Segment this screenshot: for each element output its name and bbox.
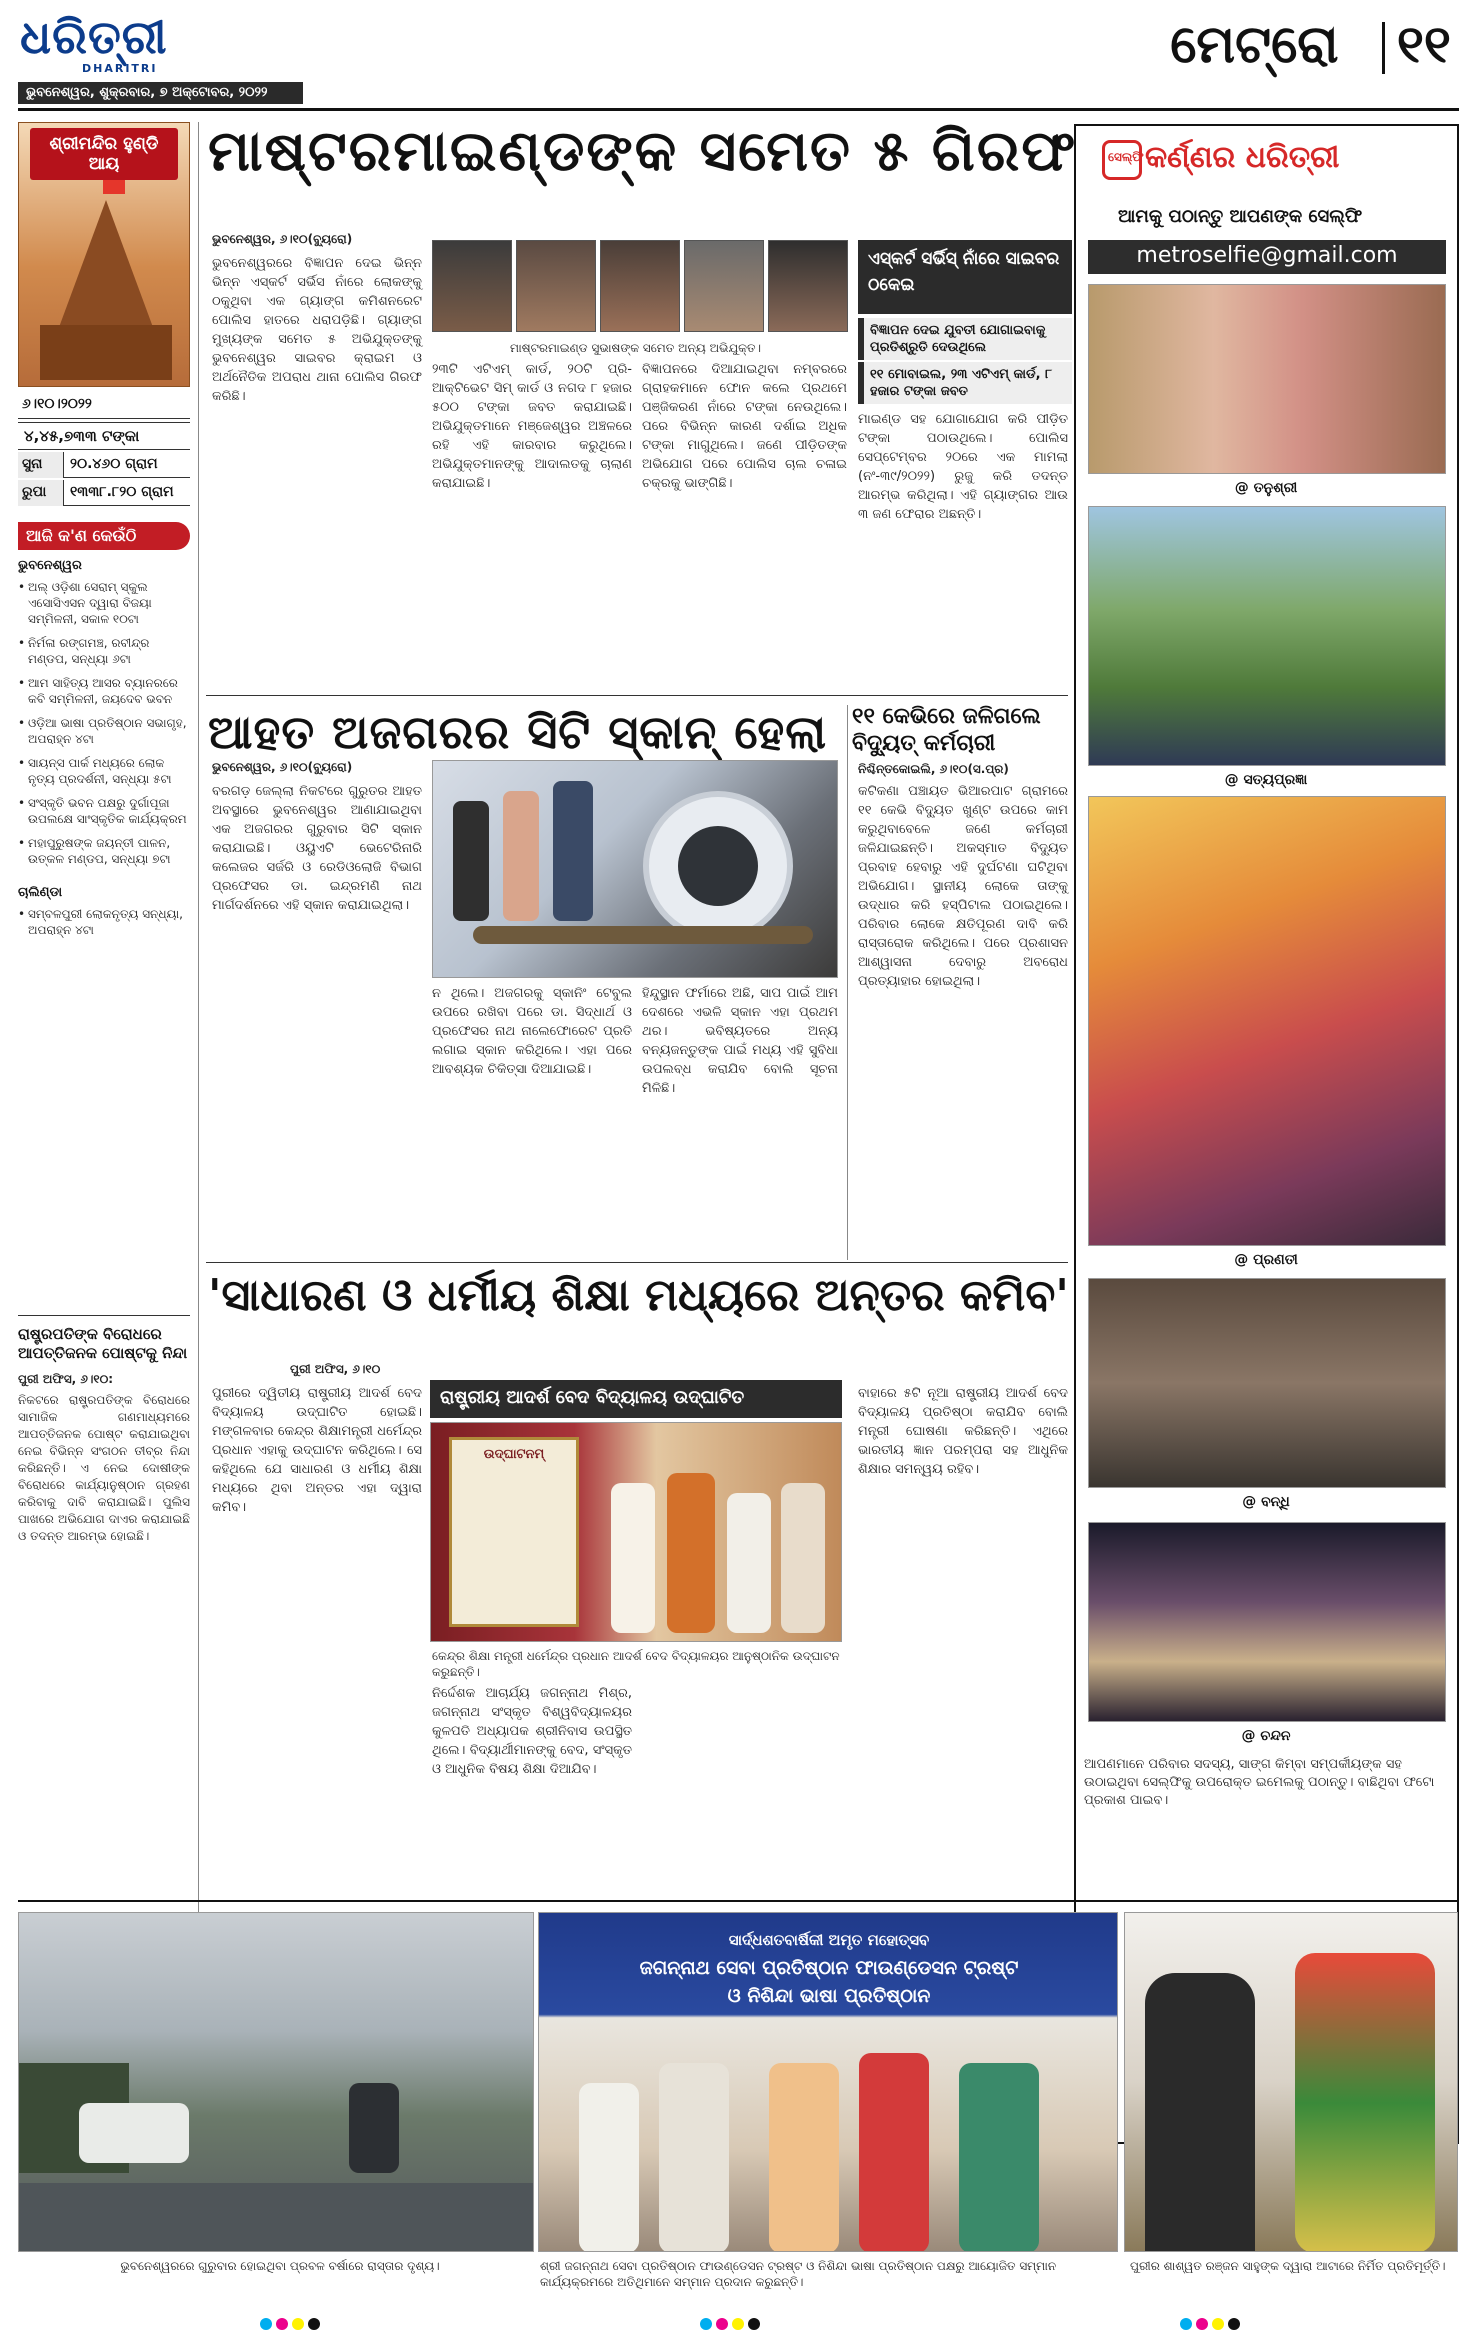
newspaper-logo: ଧରିତ୍ରୀ <box>20 10 168 64</box>
temple-silver-row <box>18 480 190 506</box>
event-city: ଚାଲିଣ୍ଡା <box>18 885 63 900</box>
selfie-corner-logo: କର୍ଣ୍ଣର ଧରିତ୍ରୀ <box>1145 140 1340 175</box>
event-item: • ଅଲ୍ ଓଡ଼ିଶା ସେରାମ୍ ସ୍କୁଲ ଏସୋସିଏସନ ଦ୍ୱାରା ବିଜୟା ସମ୍ମିଳନୀ, ସକାଳ ୧୦ଟା <box>18 579 190 627</box>
section-title <box>1170 14 1451 76</box>
selfie-note: ଆପଣମାନେ ପରିବାର ସଦସ୍ୟ, ସାଙ୍ଗ କିମ୍ବା ସମ୍ପର୍କୀୟଙ୍କ ସହ ଉଠାଇଥିବା ସେଲ୍‌ଫିକୁ ଉପରୋକ୍ତ ଇମେଲକୁ ପଠାନ୍ତୁ। ବାଛିଥିବା ଫଟୋ ପ୍ରକାଶ ପାଇବ। <box>1084 1757 1435 1808</box>
registration-mark <box>1196 2318 1208 2330</box>
page-number: ୧୧ <box>1396 14 1451 75</box>
selfie-caption: @ ତନୁଶ୍ରୀ <box>1234 480 1298 496</box>
gold-value: ୨୦.୪୬୦ ଗ୍ରାମ <box>70 456 158 472</box>
registration-mark <box>748 2318 760 2330</box>
section-separator <box>1382 22 1385 74</box>
accused-photo <box>600 240 680 332</box>
cyber-fraud-point: ବିଜ୍ଞାପନ ଦେଇ ଯୁବତୀ ଯୋଗାଇବାକୁ ପ୍ରତିଶ୍ରୁତି ଦେଉଥିଲେ <box>858 318 1072 360</box>
story3-dateline: ପୁରୀ ଅଫିସ, ୬।୧୦ <box>290 1362 381 1376</box>
story1-body-c: ବିଜ୍ଞାପନରେ ଦିଆଯାଇଥିବା ନମ୍ବରରେ ଗ୍ରାହକମାନେ ଫୋନ କଲେ ପ୍ରଥମେ ପଞ୍ଜିକରଣ ନାଁରେ ଟଙ୍କା ନେଉଥିଲେ। ପରେ ବିଭିନ୍ନ କାରଣ ଦର୍ଶାଇ ଅଧିକ ଟଙ୍କା ମାଗୁଥିଲେ। ଜଣେ ପୀଡ଼ିତଙ୍କ ଅଭିଯୋଗ ପରେ ପୋଲିସ ଚାଲ ଚଳାଇ ଚକ୍ରକୁ ଭାଙ୍ଗିଛି। <box>642 362 847 491</box>
accused-photo <box>684 240 764 332</box>
column-rule <box>847 705 848 1260</box>
event-item: • ସଂସ୍କୃତି ଭବନ ପକ୍ଷରୁ ଦୁର୍ଗାପୂଜା ଉପଲକ୍ଷେ ସାଂସ୍କୃତିକ କାର୍ଯ୍ୟକ୍ରମ <box>18 795 190 827</box>
selfie-photo <box>1088 284 1446 474</box>
story1-body-d: ମାଇଣ୍ଡ ସହ ଯୋଗାଯୋଗ କରି ପୀଡ଼ିତ ଟଙ୍କା ପଠାଉଥିଲେ। ପୋଲିସ ସେପ୍ଟେମ୍ବର ୨୦ରେ ଏକ ମାମଲା (ନଂ-୩୯/୨୦୨୨) ରୁଜୁ କରି ତଦନ୍ତ ଆରମ୍ଭ କରିଥିଲା। ଏହି ଗ୍ୟାଙ୍ଗର ଆଉ ୩ ଜଣ ଫେରାର ଅଛନ୍ତି। <box>858 412 1068 522</box>
story3-photo-heading: ରାଷ୍ଟ୍ରୀୟ ଆଦର୍ଶ ବେଦ ବିଦ୍ୟାଳୟ ଉଦ୍‌ଘାଟିତ <box>430 1380 842 1418</box>
column-rule <box>198 122 199 2150</box>
event-item: • ସାୟନ୍ସ ପାର୍କ ମଧ୍ୟରେ ଲୋକ ନୃତ୍ୟ ପ୍ରଦର୍ଶନୀ, ସନ୍ଧ୍ୟା ୫ଟା <box>18 755 190 787</box>
accused-photo <box>768 240 848 332</box>
story1-photo-caption: ମାଷ୍ଟରମାଇଣ୍ଡ ସୁଭାଷଙ୍କ ସମେତ ଅନ୍ୟ ଅଭିଯୁକ୍ତ। <box>510 341 761 355</box>
side-story-dateline: ପୁରୀ ଅଫିସ, ୬।୧୦: <box>18 1372 114 1386</box>
story3-body-c: ବାହାରେ ୫ଟି ନୂଆ ରାଷ୍ଟ୍ରୀୟ ଆଦର୍ଶ ବେଦ ବିଦ୍ୟାଳୟ ପ୍ରତିଷ୍ଠା କରାଯିବ ବୋଲି ମନ୍ତ୍ରୀ ଘୋଷଣା କରିଛନ୍ତି। ଏଥିରେ ଭାରତୀୟ ଜ୍ଞାନ ପରମ୍ପରା ସହ ଆଧୁନିକ ଶିକ୍ଷାର ସମନ୍ୱୟ ରହିବ। <box>858 1386 1068 1477</box>
selfie-caption: @ ବନ୍ଧି <box>1242 1494 1290 1510</box>
story3-headline: 'ସାଧାରଣ ଓ ଧର୍ମୀୟ ଶିକ୍ଷା ମଧ୍ୟରେ ଅନ୍ତର କମିବ' <box>208 1270 1069 1321</box>
temple-spire-shape <box>58 200 154 330</box>
story2-headline: ଆହତ ଅଜଗରର ସିଟି ସ୍କାନ୍ ହେଲା <box>208 705 828 759</box>
divider <box>206 695 1068 696</box>
selfie-email: metroselfie@gmail.com <box>1088 240 1446 274</box>
gold-label: ସୁନା <box>18 452 64 478</box>
story1-body-a: ଭୁବନେଶ୍ୱରରେ ବିଜ୍ଞାପନ ଦେଇ ଭିନ୍ନ ଭିନ୍ନ ଏସ୍କର୍ଟ ସର୍ଭିସ ନାଁରେ ଲୋକଙ୍କୁ ଠକୁଥିବା ଏକ ଗ୍ୟାଙ୍ଗ କମିଶନରେଟ ପୋଲିସ ହାତରେ ଧରାପଡ଼ିଛି। ଗ୍ୟାଙ୍ଗ ମୁଖ୍ୟଙ୍କ ସମେତ ୫ ଅଭିଯୁକ୍ତଙ୍କୁ ଭୁବନେଶ୍ୱର ସାଇବର କ୍ରାଇମ ଓ ଅର୍ଥନୈତିକ ଅପରାଧ ଥାନା ପୋଲିସ ଗିରଫ କରିଛି। <box>212 256 422 404</box>
story1-dateline: ଭୁବନେଶ୍ୱର, ୬।୧୦(ବ୍ୟୁରୋ) <box>212 232 353 246</box>
event-item: • ସମ୍ବଳପୁରୀ ଲୋକନୃତ୍ୟ ସନ୍ଧ୍ୟା, ଅପରାହ୍ନ ୪ଟା <box>18 906 190 938</box>
story3-body-b: ନିର୍ଦ୍ଦେଶକ ଆଚାର୍ଯ୍ୟ ଜଗନ୍ନାଥ ମିଶ୍ର, ଜଗନ୍ନାଥ ସଂସ୍କୃତ ବିଶ୍ୱବିଦ୍ୟାଳୟର କୁଳପତି ଅଧ୍ୟାପକ ଶ୍ରୀନିବାସ ଉପସ୍ଥିତ ଥିଲେ। ବିଦ୍ୟାର୍ଥୀମାନଙ୍କୁ ବେଦ, ସଂସ୍କୃତ ଓ ଆଧୁନିକ ବିଷୟ ଶିକ୍ଷା ଦିଆଯିବ। <box>432 1686 632 1777</box>
side-story-headline: ରାଷ୍ଟ୍ରପତିଙ୍କ ବିରୋଧରେ ଆପତ୍ତିଜନକ ପୋଷ୍ଟକୁ ନିନ୍ଦା <box>18 1325 188 1362</box>
registration-mark <box>700 2318 712 2330</box>
registration-mark <box>1228 2318 1240 2330</box>
registration-mark <box>732 2318 744 2330</box>
sculpture-photo-caption: ପୁରୀର ଶାଶ୍ୱତ ରଞ୍ଜନ ସାହୁଙ୍କ ଦ୍ୱାରା ଆଟାରେ ନିର୍ମିତ ପ୍ରତିମୂର୍ତ୍ତି। <box>1130 2259 1446 2273</box>
selfie-logo-prefix: ସେଲ୍ଫି <box>1108 150 1144 164</box>
selfie-photo <box>1088 506 1446 766</box>
today-events-list <box>18 558 190 938</box>
banner-line: ଓ ନିଶିନ୍ଦା ଭାଷା ପ୍ରତିଷ୍ଠାନ <box>727 1985 931 2007</box>
felicitation-event-photo <box>538 1912 1118 2252</box>
divider <box>206 1262 1068 1263</box>
registration-mark <box>260 2318 272 2330</box>
silver-label: ରୁପା <box>18 480 64 506</box>
banner-line: ସାର୍ଦ୍ଧଶତବାର୍ଷିକୀ ଅମୃତ ମହୋତ୍ସବ <box>728 1931 930 1949</box>
python-ct-scan-photo <box>432 760 838 978</box>
selfie-caption: @ ଚନ୍ଦନ <box>1241 1728 1291 1744</box>
cyber-fraud-box-title: ଏସ୍କର୍ଟ ସର୍ଭିସ୍ ନାଁରେ ସାଇବର ଠକେଇ <box>858 240 1072 314</box>
banner-line: ଜଗନ୍ନାଥ ସେବା ପ୍ରତିଷ୍ଠାନ ଫାଉଣ୍ଡେସନ ଟ୍ରଷ୍ଟ <box>639 1957 1019 1979</box>
event-item: • ଓଡ଼ିଆ ଭାଷା ପ୍ରତିଷ୍ଠାନ ସଭାଗୃହ, ଅପରାହ୍ନ ୪ଟା <box>18 715 190 747</box>
today-events-title: ଆଜି କ'ଣ କେଉଁଠି <box>18 522 190 550</box>
selfie-caption: @ ପ୍ରଣତୀ <box>1234 1252 1298 1268</box>
selfie-photo <box>1088 1278 1446 1488</box>
story3-body-a: ପୁରୀରେ ଦ୍ୱିତୀୟ ରାଷ୍ଟ୍ରୀୟ ଆଦର୍ଶ ବେଦ ବିଦ୍ୟାଳୟ ଉଦ୍‌ଘାଟିତ ହୋଇଛି। ମଙ୍ଗଳବାର କେନ୍ଦ୍ର ଶିକ୍ଷାମନ୍ତ୍ରୀ ଧର୍ମେନ୍ଦ୍ର ପ୍ରଧାନ ଏହାକୁ ଉଦ୍‌ଘାଟନ କରିଥିଲେ। ସେ କହିଥିଲେ ଯେ ସାଧାରଣ ଓ ଧର୍ମୀୟ ଶିକ୍ଷା ମଧ୍ୟରେ ଥିବା ଅନ୍ତର ଏହା ଦ୍ୱାରା କମିବ। <box>212 1386 422 1515</box>
temple-income-date: ୬।୧୦।୨୦୨୨ <box>18 390 190 419</box>
masthead-rule <box>18 108 1459 111</box>
story2-dateline: ଭୁବନେଶ୍ୱର, ୬।୧୦(ବ୍ୟୁରୋ) <box>212 760 353 774</box>
silver-value: ୧୩୩୮.୮୨୦ ଗ୍ରାମ <box>70 484 174 500</box>
selfie-caption: @ ସତ୍ୟପ୍ରଜ୍ଞା <box>1224 772 1308 788</box>
registration-mark <box>276 2318 288 2330</box>
event-item: • ଆମ ସାହିତ୍ୟ ଆସର ବ୍ୟାନରରେ କବି ସମ୍ମିଳନୀ, ଜୟଦେବ ଭବନ <box>18 675 190 707</box>
bottom-rule <box>18 1900 1459 1902</box>
registration-mark <box>308 2318 320 2330</box>
story1-body-b: ୨୩ଟି ଏଟିଏମ୍ କାର୍ଡ, ୨୦ଟି ପ୍ରି-ଆକ୍ଟିଭେଟ ସିମ୍ କାର୍ଡ ଓ ନଗଦ ୮ ହଜାର ୫୦୦ ଟଙ୍କା ଜବତ କରାଯାଇଛି। ଅଭିଯୁକ୍ତମାନେ ମଞ୍ଜେଶ୍ୱର ଅଞ୍ଚଳରେ ରହି ଏହି କାରବାର କରୁଥିଲେ। ଅଭିଯୁକ୍ତମାନଙ୍କୁ ଆଦାଲତକୁ ଚାଲାଣ କରାଯାଇଛି। <box>432 362 632 491</box>
accused-photo <box>432 240 512 332</box>
story2-side-headline: ୧୧ କେଭିରେ ଜଳିଗଲେ ବିଦ୍ୟୁତ୍ କର୍ମଚାରୀ <box>852 703 1041 756</box>
veda-school-inauguration-photo <box>430 1422 842 1642</box>
temple-income-title: ଶ୍ରୀମନ୍ଦିର ହୁଣ୍ଡି ଆୟ <box>30 128 178 180</box>
temple-cash: ୪,୪୫,୭୩୩ ଟଙ୍କା <box>18 422 190 450</box>
accused-photo <box>516 240 596 332</box>
registration-mark <box>716 2318 728 2330</box>
temple-gold-row <box>18 452 190 478</box>
plaque-title: ଉଦ୍‌ଘାଟନମ୍ <box>483 1447 545 1462</box>
story1-headline: ମାଷ୍ଟରମାଇଣ୍ଡଙ୍କ ସମେତ ୫ ଗିରଫ <box>208 118 1078 184</box>
rain-photo-caption: ଭୁବନେଶ୍ୱରରେ ଗୁରୁବାର ହୋଇଥିବା ପ୍ରବଳ ବର୍ଷାରେ ରାସ୍ତାର ଦୃଶ୍ୟ। <box>120 2259 440 2273</box>
event-item: • ନିର୍ମଳା ରଙ୍ଗମଞ୍ଚ, ରବୀନ୍ଦ୍ର ମଣ୍ଡପ, ସନ୍ଧ୍ୟା ୬ଟା <box>18 635 190 667</box>
story2-body-b: ନ ଥିଲେ। ଅଜଗରକୁ ସ୍କାନିଂ ଟେବୁଲ ଉପରେ ରଖିବା ପରେ ଡା. ସିଦ୍ଧାର୍ଥ ଓ ପ୍ରଫେସର ନାଥ ନାଲେଫୋରେଟ ପ୍ରତି ଲଗାଇ ସ୍କାନ କରିଥିଲେ। ଏହା ପରେ ଆବଶ୍ୟକ ଚିକିତ୍ସା ଦିଆଯାଇଛି। <box>432 986 632 1077</box>
story2-body-a: ବରଗଡ଼ ଜେଲ୍ଲା ନିକଟରେ ଗୁରୁତର ଆହତ ଅବସ୍ଥାରେ ଭୁବନେଶ୍ୱର ଆଣାଯାଇଥିବା ଏକ ଅଜଗରର ଗୁରୁବାର ସିଟି ସ୍କାନ କରାଯାଇଛି। ଓୟୁଏଟି ଭେଟେରିନାରି କଲେଜର ସର୍ଜରି ଓ ରେଡିଓଲୋଜି ବିଭାଗ ପ୍ରଫେସର ଡା. ଇନ୍ଦ୍ରମଣି ନାଥ ମାର୍ଗଦର୍ଶନରେ ଏହି ସ୍କାନ କରାଯାଇଥିଲା। <box>212 784 422 913</box>
story2-side-dateline: ନିଶ୍ଚିନ୍ତକୋଇଲି, ୬।୧୦(ସ.ପ୍ର) <box>858 762 1009 776</box>
divider <box>18 1315 190 1316</box>
story3-photo-caption: କେନ୍ଦ୍ର ଶିକ୍ଷା ମନ୍ତ୍ରୀ ଧର୍ମେନ୍ଦ୍ର ପ୍ରଧାନ ଆଦର୍ଶ ବେଦ ବିଦ୍ୟାଳୟର ଆନୁଷ୍ଠାନିକ ଉଦ୍‌ଘାଟନ କରୁଛନ୍ତି। <box>432 1649 840 1679</box>
registration-mark <box>1180 2318 1192 2330</box>
temple-flag-shape <box>103 180 125 194</box>
side-story-body: ନିକଟରେ ରାଷ୍ଟ୍ରପତିଙ୍କ ବିରୋଧରେ ସାମାଜିକ ଗଣମାଧ୍ୟମରେ ଆପତ୍ତିଜନକ ପୋଷ୍ଟ କରାଯାଇଥିବା ନେଇ ବିଭିନ୍ନ ସଂଗଠନ ତୀବ୍ର ନିନ୍ଦା କରିଛନ୍ତି। ଏ ନେଇ ଦୋଷୀଙ୍କ ବିରୋଧରେ କାର୍ଯ୍ୟାନୁଷ୍ଠାନ ଗ୍ରହଣ କରିବାକୁ ଦାବି କରାଯାଇଛି। ପୁଲିସ ପାଖରେ ଅଭିଯୋଗ ଦାଏର କରାଯାଇଛି ଓ ତଦନ୍ତ ଆରମ୍ଭ ହୋଇଛି। <box>18 1393 190 1543</box>
event-item: • ମହାପୁରୁଷଙ୍କ ଜୟନ୍ତୀ ପାଳନ, ଉତ୍କଳ ମଣ୍ଡପ, ସନ୍ଧ୍ୟା ୭ଟା <box>18 835 190 867</box>
selfie-subtitle: ଆମକୁ ପଠାନ୍ତୁ ଆପଣଙ୍କ ସେଲ୍‌ଫି <box>1118 206 1363 227</box>
registration-mark <box>292 2318 304 2330</box>
selfie-photo <box>1088 796 1446 1246</box>
event-city: ଭୁବନେଶ୍ୱର <box>18 558 82 573</box>
issue-dateline: ଭୁବନେଶ୍ୱର, ଶୁକ୍ରବାର, ୭ ଅକ୍ଟୋବର, ୨୦୨୨ <box>18 82 303 104</box>
rain-street-photo <box>18 1912 534 2252</box>
newspaper-logo-english: DHARITRI <box>82 62 158 75</box>
cyber-fraud-point: ୧୧ ମୋବାଇଲ, ୨୩ ଏଟିଏମ୍ କାର୍ଡ, ୮ ହଜାର ଟଙ୍କା ଜବତ <box>858 362 1072 404</box>
story2-side-body: କଟିକଣା ପଞ୍ଚାୟତ ଭିଆରପାଟ ଗ୍ରାମରେ ୧୧ କେଭି ବିଦ୍ୟୁତ ଖୁଣ୍ଟ ଉପରେ କାମ କରୁଥିବାବେଳେ ଜଣେ କର୍ମଚାରୀ ଜଳିଯାଇଛନ୍ତି। ଅକସ୍ମାତ ବିଦ୍ୟୁତ ପ୍ରବାହ ହେବାରୁ ଏହି ଦୁର୍ଘଟଣା ଘଟିଥିବା ଅଭିଯୋଗ। ସ୍ଥାନୀୟ ଲୋକେ ତାଙ୍କୁ ଉଦ୍ଧାର କରି ହସ୍ପିଟାଲ ପଠାଇଥିଲେ। ପରିବାର ଲୋକେ କ୍ଷତିପୂରଣ ଦାବି କରି ରାସ୍ତାରୋକ କରିଥିଲେ। ପରେ ପ୍ରଶାସନ ଆଶ୍ୱାସନା ଦେବାରୁ ଅବରୋଧ ପ୍ରତ୍ୟାହାର ହୋଇଥିଲା। <box>858 784 1068 989</box>
felicitation-photo-caption: ଶ୍ରୀ ଜଗନ୍ନାଥ ସେବା ପ୍ରତିଷ୍ଠାନ ଫାଉଣ୍ଡେସନ ଟ୍ରଷ୍ଟ ଓ ନିଶିନ୍ଦା ଭାଷା ପ୍ରତିଷ୍ଠାନ ପକ୍ଷରୁ ଆୟୋଜିତ ସମ୍ମାନ କାର୍ଯ୍ୟକ୍ରମରେ ଅତିଥିମାନେ ସମ୍ମାନ ପ୍ରଦାନ କରୁଛନ୍ତି। <box>540 2259 1057 2289</box>
section-name: ମେଟ୍ରୋ <box>1170 14 1339 75</box>
selfie-photo <box>1088 1522 1446 1722</box>
temple-base-shape <box>40 325 172 380</box>
sculpture-artist-photo <box>1124 1912 1458 2252</box>
registration-mark <box>1212 2318 1224 2330</box>
story2-body-c: ହିନ୍ଦୁସ୍ଥାନ ଫର୍ମାରେ ଅଛି, ସାପ ପାଇଁ ଆମ ଦେଶରେ ଏଭଳି ସ୍କାନ ଏହା ପ୍ରଥମ ଥର। ଭବିଷ୍ୟତରେ ଅନ୍ୟ ବନ୍ୟଜନ୍ତୁଙ୍କ ପାଇଁ ମଧ୍ୟ ଏହି ସୁବିଧା ଉପଲବ୍ଧ କରାଯିବ ବୋଲି ସୂଚନା ମିଳିଛି। <box>642 986 838 1096</box>
